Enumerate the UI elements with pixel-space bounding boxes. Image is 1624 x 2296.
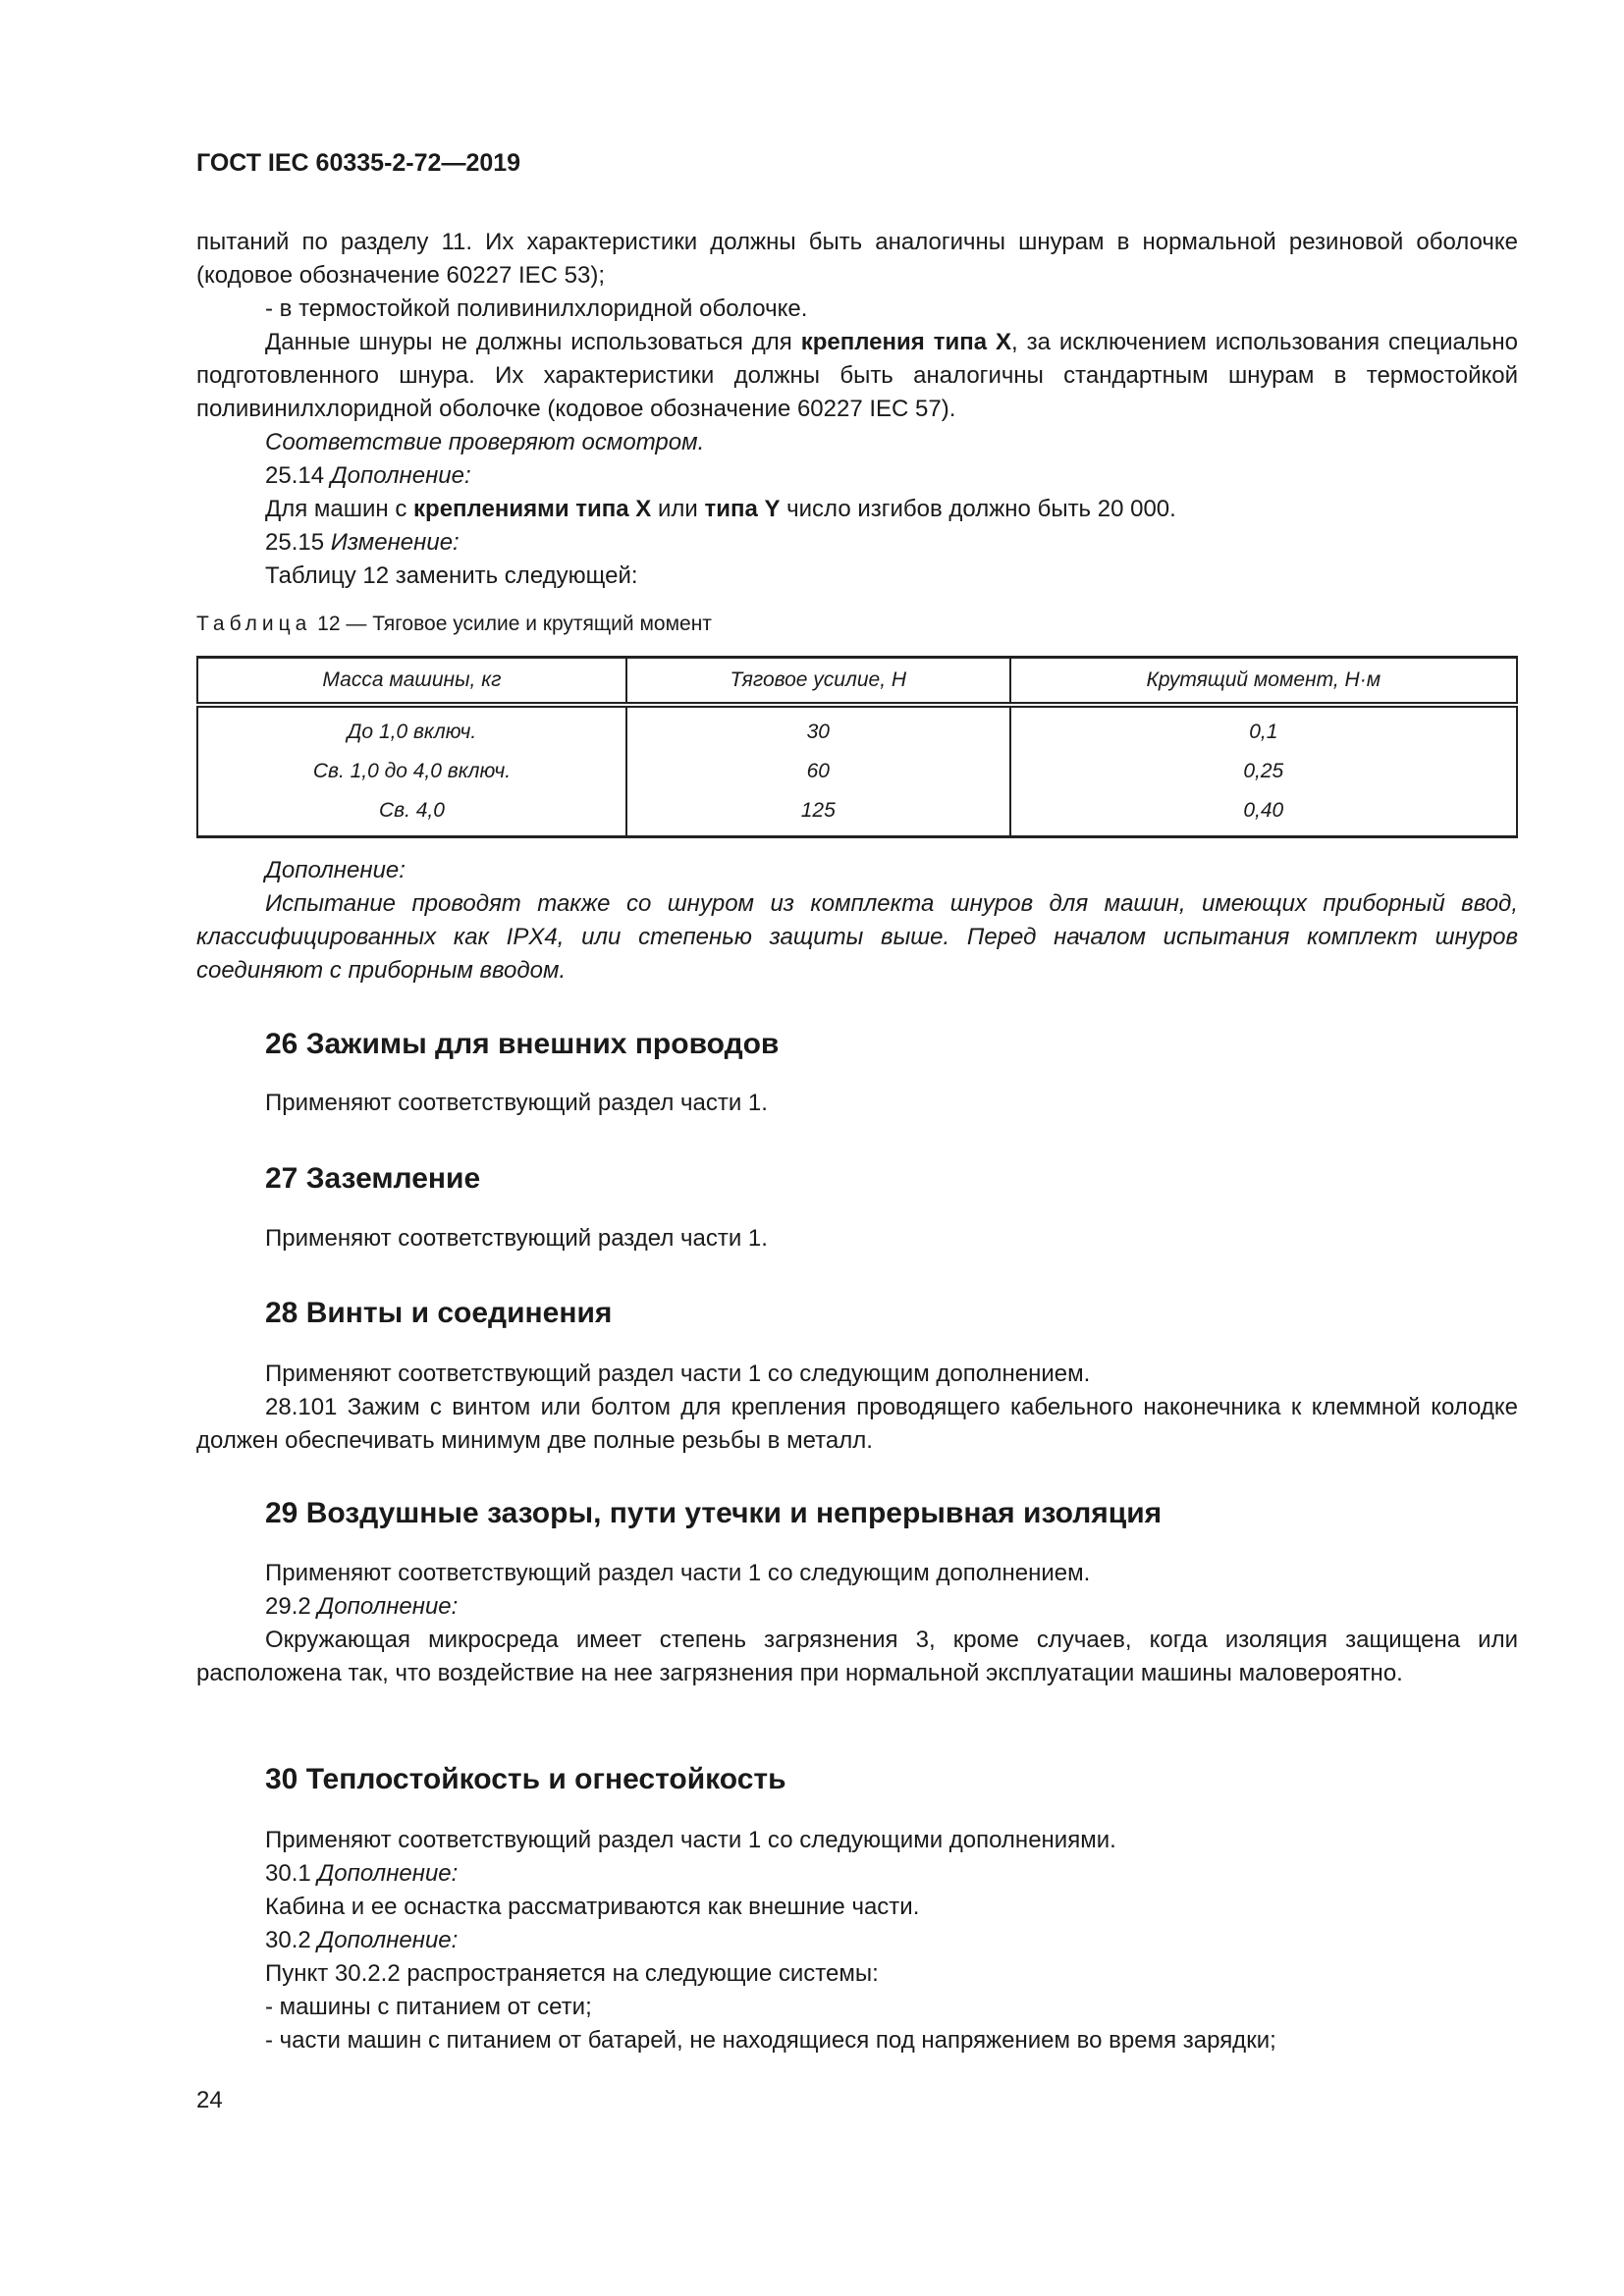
clause-heading bbox=[196, 459, 1518, 493]
page-number: 24 bbox=[196, 2087, 223, 2113]
text: , за исключением использования специально подготовленного шнура. Их характеристики должны быть аналогичны стандартным шнурам в термостойкой поливинилхлоридной оболочке (кодовое обозначение 60227 IEC 57). bbox=[196, 329, 1518, 422]
italic-text: Соответствие проверяют осмотром. bbox=[265, 429, 705, 455]
column-header: Крутящий момент, Н·м bbox=[1010, 658, 1517, 706]
column-header: Тяговое усилие, Н bbox=[626, 658, 1010, 706]
bold-term: креплениями типа X bbox=[413, 496, 652, 522]
text: число изгибов должно быть 20 000. bbox=[780, 496, 1176, 522]
caption-label: Таблица bbox=[196, 613, 312, 635]
table-row bbox=[197, 752, 1517, 791]
italic-text: Изменение: bbox=[330, 529, 460, 556]
clause-number: 25.14 bbox=[265, 462, 331, 489]
paragraph bbox=[196, 326, 1518, 426]
paragraph bbox=[196, 887, 1518, 988]
clause-number: 25.15 bbox=[265, 529, 331, 556]
list-item: - в термостойкой поливинилхлоридной оболочке. bbox=[265, 295, 808, 322]
paragraph: Таблицу 12 заменить следующей: bbox=[265, 562, 638, 589]
paragraph: Окружающая микросреда имеет степень загрязнения 3, кроме случаев, когда изоляция защищена или расположена так, что воздействие на нее загрязнения при нормальной эксплуатации машины маловероятно. bbox=[196, 1627, 1518, 1686]
column-header: Масса машины, кг bbox=[197, 658, 626, 706]
text: или bbox=[651, 496, 705, 522]
list-item: - машины с питанием от сети; bbox=[265, 1994, 592, 2020]
italic-text: Дополнение: bbox=[330, 462, 471, 489]
clause-number: 29.2 bbox=[265, 1593, 318, 1620]
paragraph bbox=[196, 493, 1518, 526]
table-cell: Св. 4,0 bbox=[197, 791, 626, 837]
table-cell: 0,25 bbox=[1010, 752, 1517, 791]
paragraph: Кабина и ее оснастка рассматриваются как внешние части. bbox=[265, 1894, 920, 1920]
table-12 bbox=[196, 656, 1518, 838]
document-header: ГОСТ IEC 60335-2-72—2019 bbox=[196, 149, 521, 177]
table-cell: 0,1 bbox=[1010, 705, 1517, 752]
clause-heading bbox=[196, 1590, 1518, 1624]
paragraph: Пункт 30.2.2 распространяется на следующие системы: bbox=[265, 1960, 879, 1987]
paragraph: пытаний по разделу 11. Их характеристики должны быть аналогичны шнурам в нормальной резиновой оболочке (кодовое обозначение 60227 IEC 53); bbox=[196, 229, 1518, 289]
italic-text: Дополнение: bbox=[317, 1927, 459, 1953]
text: Данные шнуры не должны использоваться для bbox=[265, 329, 801, 355]
list-item: - части машин с питанием от батарей, не находящиеся под напряжением во время зарядки; bbox=[265, 2027, 1276, 2054]
paragraph: Применяют соответствующий раздел части 1 со следующим дополнением. bbox=[265, 1361, 1091, 1387]
bold-term: крепления типа X bbox=[800, 329, 1011, 355]
clause-heading bbox=[196, 1857, 1518, 1891]
paragraph: Применяют соответствующий раздел части 1. bbox=[265, 1225, 768, 1252]
paragraph: Применяют соответствующий раздел части 1 со следующими дополнениями. bbox=[265, 1827, 1116, 1853]
table-cell: 30 bbox=[626, 705, 1010, 752]
table-cell: 125 bbox=[626, 791, 1010, 837]
paragraph bbox=[196, 426, 1518, 459]
paragraph: Применяют соответствующий раздел части 1. bbox=[265, 1090, 768, 1116]
text: Для машин с bbox=[265, 496, 414, 522]
section-heading-29: 29 Воздушные зазоры, пути утечки и непрерывная изоляция bbox=[265, 1497, 1163, 1529]
clause-heading bbox=[196, 1924, 1518, 1957]
italic-text: Дополнение: bbox=[317, 1860, 459, 1887]
table-cell: До 1,0 включ. bbox=[197, 705, 626, 752]
paragraph: Применяют соответствующий раздел части 1 со следующим дополнением. bbox=[265, 1560, 1091, 1586]
paragraph: 28.101 Зажим с винтом или болтом для крепления проводящего кабельного наконечника к клеммной колодке должен обеспечивать минимум две полные резьбы в металл. bbox=[196, 1394, 1518, 1454]
table-cell: 60 bbox=[626, 752, 1010, 791]
italic-text: Дополнение: bbox=[317, 1593, 459, 1620]
table-row bbox=[197, 705, 1517, 752]
section-heading-27: 27 Заземление bbox=[265, 1162, 481, 1195]
section-heading-28: 28 Винты и соединения bbox=[265, 1297, 613, 1329]
clause-heading bbox=[196, 526, 1518, 560]
table-caption bbox=[196, 613, 712, 636]
table-cell: Св. 1,0 до 4,0 включ. bbox=[197, 752, 626, 791]
addendum-label bbox=[196, 854, 1518, 887]
section-heading-30: 30 Теплостойкость и огнестойкость bbox=[265, 1763, 786, 1795]
section-heading-26: 26 Зажимы для внешних проводов bbox=[265, 1028, 780, 1060]
intro-section bbox=[196, 226, 1518, 593]
clause-number: 30.2 bbox=[265, 1927, 318, 1953]
italic-text: Испытание проводят также со шнуром из комплекта шнуров для машин, имеющих приборный ввод, классифицированных как IPX4, или степенью защиты выше. Перед началом испытания комплект шнуров соединяют с приборным вводом. bbox=[196, 890, 1518, 984]
caption-text: 12 — Тяговое усилие и крутящий момент bbox=[311, 613, 712, 635]
table-header-row bbox=[197, 658, 1517, 706]
table-cell: 0,40 bbox=[1010, 791, 1517, 837]
table-row bbox=[197, 791, 1517, 837]
italic-text: Дополнение: bbox=[265, 857, 406, 883]
addendum bbox=[196, 854, 1518, 988]
bold-term: типа Y bbox=[704, 496, 781, 522]
clause-number: 30.1 bbox=[265, 1860, 318, 1887]
